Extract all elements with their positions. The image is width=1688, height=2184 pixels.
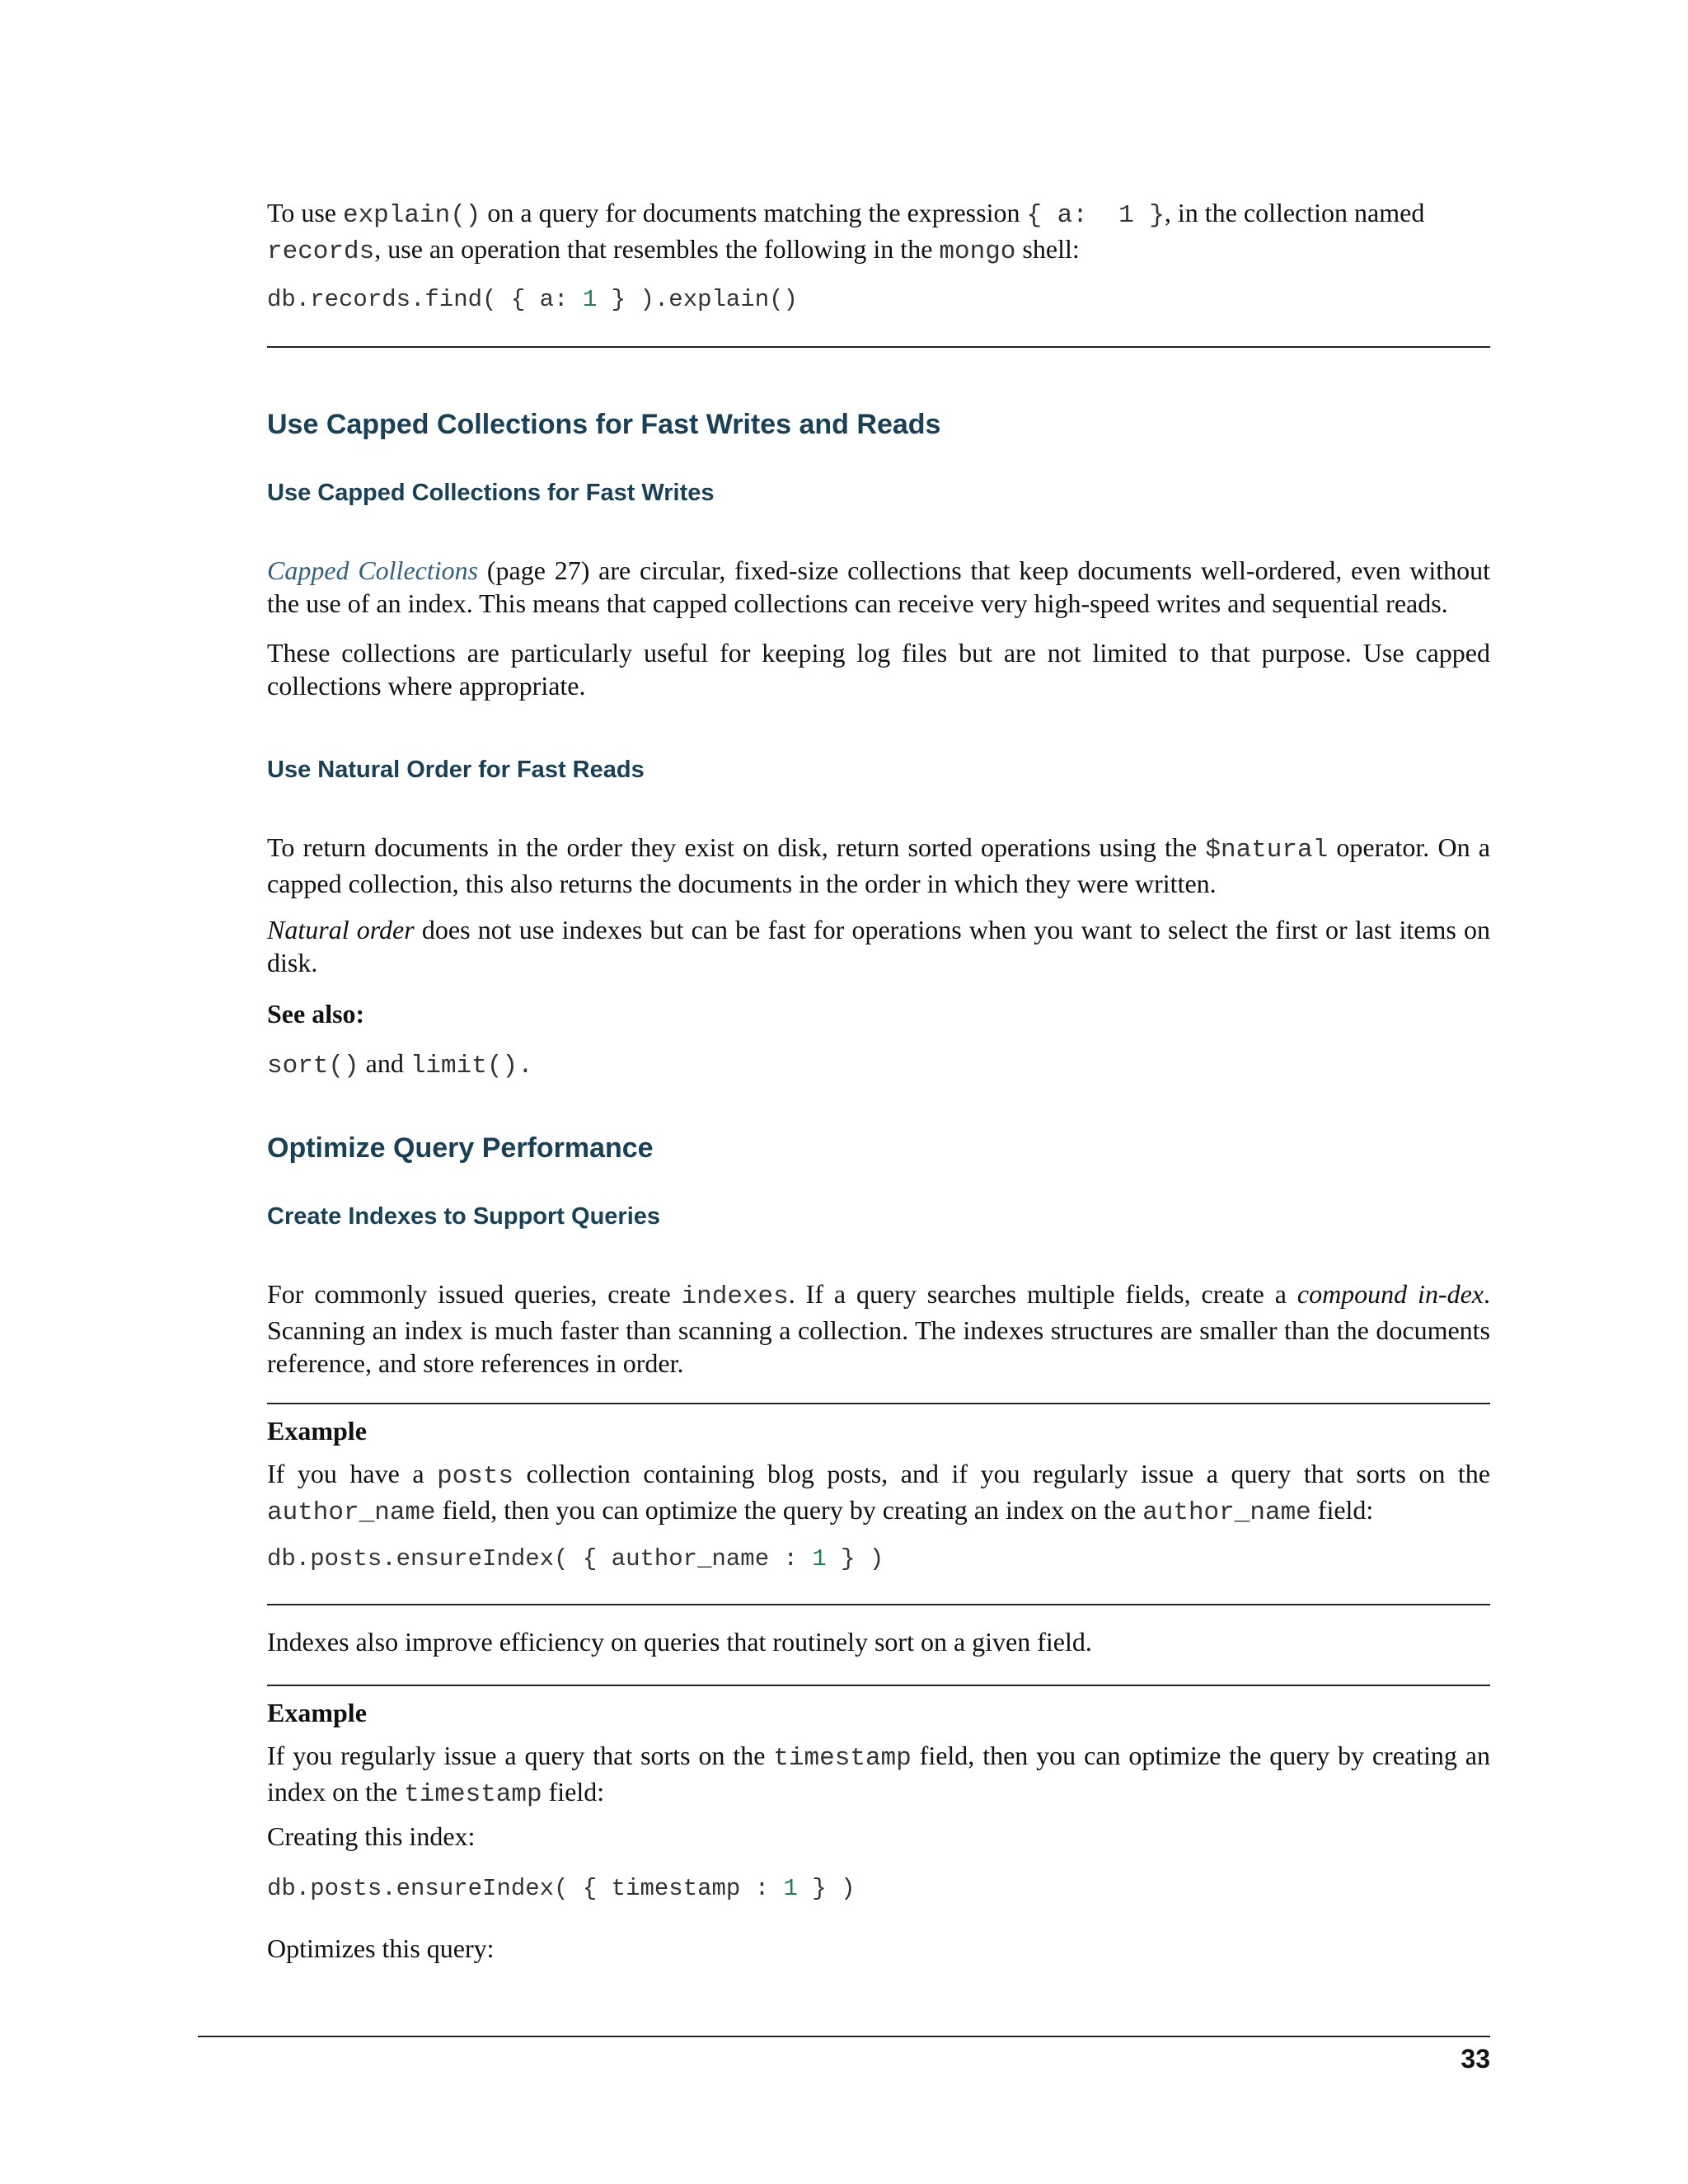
text: . If a query searches multiple fields, create a <box>788 1279 1297 1309</box>
inline-code: timestamp <box>773 1744 912 1773</box>
example-paragraph-1 <box>267 1457 1490 1530</box>
text: If you regularly issue a query that sorts on the <box>267 1741 774 1770</box>
inline-code: explain() <box>342 201 481 230</box>
text: field: <box>1311 1495 1374 1525</box>
text: field, then you can optimize the query by creating an index on the <box>267 1741 1491 1807</box>
indexes-sort-paragraph: Indexes also improve efficiency on queries that routinely sort on a given field. <box>267 1627 1092 1657</box>
inline-code: $natural <box>1205 836 1329 865</box>
emphasis: Natural order <box>267 915 415 944</box>
subsection-heading-indexes: Create Indexes to Support Queries <box>267 1203 661 1230</box>
indexes-link[interactable]: indexes <box>681 1282 789 1311</box>
footer-divider <box>198 2036 1490 2037</box>
code-text: } ) <box>797 1875 856 1902</box>
natural-order-paragraph-2 <box>267 913 1490 979</box>
example-title-2: Example <box>267 1698 367 1727</box>
sort-link[interactable]: sort() <box>267 1052 359 1080</box>
inline-code: author_name <box>1142 1498 1311 1527</box>
text: . Scanning an index is much faster than scanning a collection. The indexes structures are smaller than the documents reference, and store references in order. <box>267 1279 1491 1378</box>
text: field, then you can optimize the query by creating an index on the <box>435 1495 1143 1525</box>
example-paragraph-2 <box>267 1739 1490 1811</box>
inline-code: author_name <box>267 1498 436 1527</box>
inline-code: mongo <box>939 237 1016 266</box>
page-number: 33 <box>1461 2044 1490 2074</box>
compound-index-link[interactable]: compound in-dex <box>1296 1279 1484 1309</box>
capped-paragraph-2: These collections are particularly useful for keeping log files but are not limited to that purpose. Use capped collections where appropriate. <box>267 638 1490 701</box>
text: and <box>359 1048 410 1078</box>
capped-paragraph-1 <box>267 554 1490 620</box>
divider <box>267 346 1490 348</box>
inline-code: timestamp <box>404 1780 542 1809</box>
divider <box>267 1685 1490 1686</box>
code-text: } ).explain() <box>597 286 798 313</box>
section-heading-capped: Use Capped Collections for Fast Writes and Reads <box>267 409 941 440</box>
code-text: } ) <box>826 1545 884 1572</box>
text: , use an operation that resembles the following in the <box>374 234 940 264</box>
code-text: db.posts.ensureIndex( { timestamp : <box>267 1875 784 1902</box>
text: , in the collection named <box>1164 198 1425 227</box>
code-block-ensureindex-timestamp <box>267 1872 1490 1905</box>
subsection-heading-fast-writes: Use Capped Collections for Fast Writes <box>267 480 715 506</box>
code-text: db.records.find( { a: <box>267 286 583 313</box>
limit-link[interactable]: limit() <box>410 1052 518 1080</box>
natural-order-paragraph-1 <box>267 831 1490 900</box>
text: For commonly issued queries, create <box>267 1279 682 1309</box>
inline-code: { a: 1 } <box>1026 201 1165 230</box>
creating-index-label: Creating this index: <box>267 1821 476 1851</box>
text: field: <box>542 1777 605 1807</box>
capped-collections-link[interactable]: Capped Collections <box>267 555 479 585</box>
divider <box>267 1403 1490 1404</box>
code-number: 1 <box>783 1875 798 1902</box>
code-block-explain <box>267 284 1490 316</box>
text: operator. On a capped collection, this also returns the documents in the order in which they were written. <box>267 832 1490 898</box>
code-number: 1 <box>582 286 598 313</box>
text: (page 27) are circular, fixed-size collections that keep documents well-ordered, even without the use of an index. This means that capped collections can receive very high-speed writes and sequential reads. <box>267 555 1491 618</box>
text: To use <box>267 198 343 227</box>
see-also-content <box>267 1047 1490 1083</box>
text: . <box>518 1052 533 1080</box>
intro-paragraph <box>267 196 1490 269</box>
code-number: 1 <box>812 1545 827 1572</box>
text: does not use indexes but can be fast for operations when you want to select the first or last items on disk. <box>267 915 1491 977</box>
optimizes-query-label: Optimizes this query: <box>267 1933 495 1963</box>
example-title-1: Example <box>267 1416 367 1446</box>
code-block-ensureindex-author <box>267 1543 1490 1576</box>
text: To return documents in the order they exist on disk, return sorted operations using the <box>267 832 1206 862</box>
indexes-paragraph <box>267 1277 1490 1380</box>
subsection-heading-natural-order: Use Natural Order for Fast Reads <box>267 757 645 783</box>
divider <box>267 1604 1490 1605</box>
text: shell: <box>1015 234 1080 264</box>
section-heading-optimize: Optimize Query Performance <box>267 1132 654 1164</box>
text: collection containing blog posts, and if you regularly issue a query that sorts on the <box>513 1459 1491 1488</box>
inline-code: records <box>267 237 375 266</box>
code-text: db.posts.ensureIndex( { author_name : <box>267 1545 813 1572</box>
text: on a query for documents matching the expression <box>481 198 1027 227</box>
text: If you have a <box>267 1459 438 1488</box>
inline-code: posts <box>437 1462 514 1491</box>
see-also-label: See also: <box>267 999 365 1029</box>
